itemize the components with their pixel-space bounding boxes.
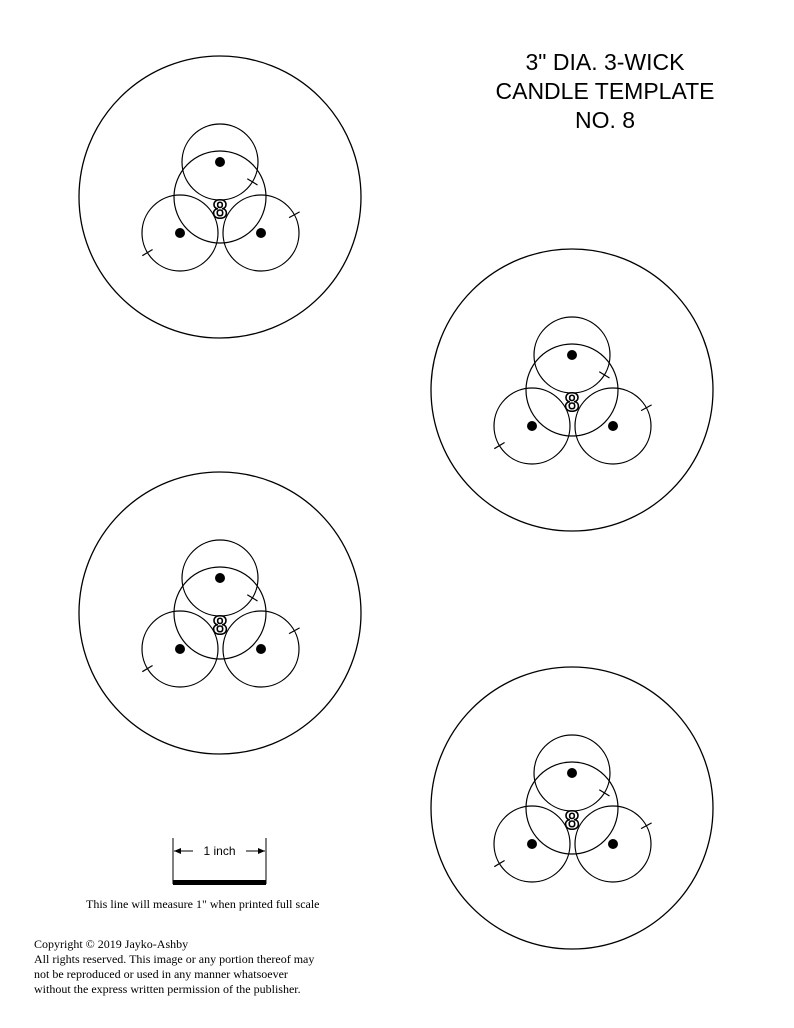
copyright-line-4: without the express written permission of the publisher. [34, 982, 301, 996]
candle-template-2 [431, 249, 713, 531]
title-line-1: 3" DIA. 3-WICK [525, 49, 685, 75]
wick-tick-mark [494, 442, 504, 448]
wick-dot [175, 228, 185, 238]
wick-dot [175, 644, 185, 654]
wick-dot [527, 839, 537, 849]
wick-tick-mark [641, 405, 652, 411]
wick-tick-mark [641, 823, 652, 829]
wick-tick-mark [142, 249, 152, 255]
title-line-3: NO. 8 [574, 107, 636, 133]
copyright-notice [34, 937, 314, 997]
template-number-label: 8 [564, 387, 580, 417]
wick-tick-mark [494, 860, 504, 866]
wick-dot [527, 421, 537, 431]
copyright-line-3: not be reproduced or used in any manner whatsoever [34, 967, 288, 981]
wick-dot [608, 421, 618, 431]
wick-dot [215, 573, 225, 583]
wick-tick-mark [599, 372, 609, 378]
wick-dot [567, 350, 577, 360]
wick-tick-mark [247, 179, 257, 185]
wick-dot [608, 839, 618, 849]
scale-bar [173, 838, 266, 885]
copyright-line-1: Copyright © 2019 Jayko-Ashby [34, 937, 189, 951]
wick-tick-mark [247, 595, 257, 601]
wick-tick-mark [599, 790, 609, 796]
scale-bar-label: 1 inch [203, 844, 236, 858]
template-number-label: 8 [212, 610, 228, 640]
template-number-label: 8 [212, 194, 228, 224]
scale-caption: This line will measure 1" when printed full scale [86, 897, 320, 911]
wick-dot [256, 644, 266, 654]
wick-tick-mark [142, 665, 152, 671]
wick-tick-mark [289, 628, 300, 634]
template-number-label: 8 [564, 805, 580, 835]
wick-dot [567, 768, 577, 778]
wick-dot [215, 157, 225, 167]
copyright-line-2: All rights reserved. This image or any portion thereof may [34, 952, 315, 966]
wick-dot [256, 228, 266, 238]
wick-tick-mark [289, 212, 300, 218]
title-line-2: CANDLE TEMPLATE [495, 78, 715, 104]
candle-template-1 [79, 56, 361, 338]
candle-template-4 [431, 667, 713, 949]
candle-template-3 [79, 472, 361, 754]
